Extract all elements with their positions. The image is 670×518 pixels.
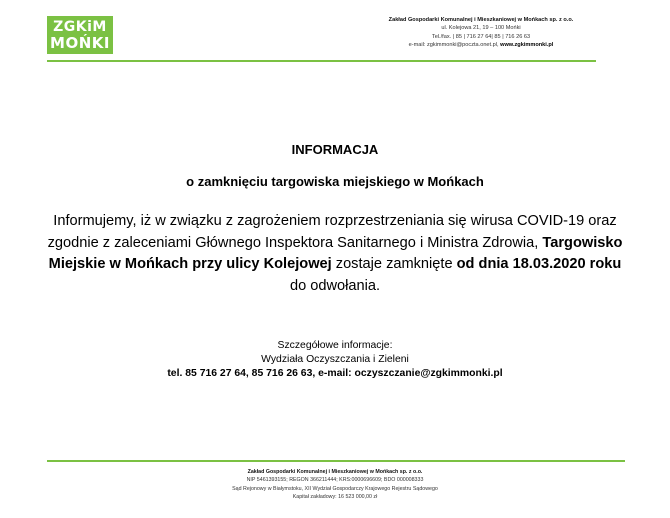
letterhead-info — [350, 16, 612, 50]
header-email-line — [350, 41, 612, 49]
body-bold-date: od dnia 18.03.2020 roku — [456, 256, 622, 272]
announcement-body — [46, 211, 624, 297]
body-text-1: Informujemy, iż w związku z zagrożeniem rozprzestrzeniania się wirusa COVID-19 oraz zgodnie z zaleceniami Głównego Inspektora Sanitarnego i Ministra Zdrowia, — [47, 213, 617, 251]
contact-details — [0, 339, 670, 381]
header-org-name: Zakład Gospodarki Komunalnej i Mieszkaniowej w Mońkach sp. z o.o. — [388, 17, 574, 23]
document-subtitle: o zamknięciu targowiska miejskiego w Mońkach — [186, 174, 484, 189]
logo-line-1: ZGKiM — [53, 19, 107, 35]
header-email: e-mail: zgkimmonki@poczta.onet.pl, — [408, 42, 501, 49]
body-text-3: do odwołania. — [289, 277, 381, 294]
company-logo — [47, 16, 113, 54]
footer-capital: Kapitał zakładowy: 16 523 000,00 zł — [292, 493, 378, 500]
details-heading: Szczegółowe informacje: — [277, 340, 393, 351]
details-contact: tel. 85 716 27 64, 85 716 26 63, e-mail: oczyszczanie@zgkimmonki.pl — [167, 368, 503, 379]
logo-line-2: MOŃKI — [50, 34, 110, 52]
footer-court: Sąd Rejonowy w Białymstoku, XII Wydział Gospodarczy Krajowego Rejestru Sądowego — [232, 485, 438, 492]
document-title: INFORMACJA — [291, 142, 379, 157]
body-text-2: zostaje zamknięte — [331, 256, 457, 272]
body-bold-location: Targowisko Miejskie w Mońkach przy ulicy Kolejowej — [48, 234, 623, 272]
header-phone: Tel./fax. | 85 | 716 27 64| 85 | 716 26 63 — [431, 33, 531, 40]
details-department: Wydziała Oczyszczania i Zieleni — [261, 354, 409, 365]
header-website[interactable]: www.zgkimmonki.pl — [500, 42, 554, 49]
header-divider — [47, 60, 596, 62]
footer-divider — [47, 460, 625, 462]
header-address: ul. Kolejowa 21, 19 – 100 Mońki — [441, 25, 521, 32]
footer — [0, 468, 670, 501]
footer-org-name: Zakład Gospodarki Komunalnej i Mieszkaniowej w Mońkach sp. z o.o. — [247, 469, 423, 475]
footer-registry: NIP 5461393155; REGON 366211444; KRS:0000696609; BDO 000008333 — [246, 477, 424, 484]
